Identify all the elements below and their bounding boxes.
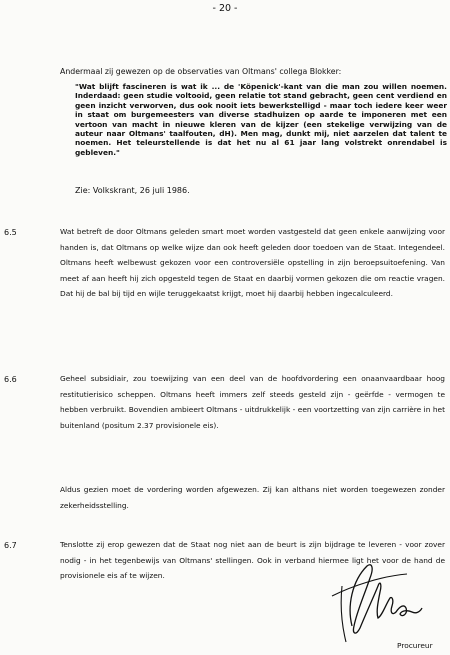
signature-label: Procureur <box>397 641 433 650</box>
section-number: 6.5 <box>4 228 17 237</box>
section-paragraph: Wat betreft de door Oltmans geleden smart moet worden vastgesteld dat geen enkele aanwijzing voor handen is, dat Oltmans op welke wijze dan ook heeft geleden door toedoen van de Staat. Integendeel. Oltmans heeft welbewust gekozen voor een controversiële opstelling in zijn beroepsuitoefening. Van meet af aan heeft hij zich opgesteld tegen de Staat en daarbij vormen gekozen die om reactie vragen. Dat hij de bal bij tijd en wijle teruggekaatst krijgt, moet hij daarbij hebben ingecalculeerd. <box>60 227 445 298</box>
page-number: - 20 - <box>212 3 238 14</box>
handwritten-signature <box>312 556 432 646</box>
section-paragraph: Aldus gezien moet de vordering worden afgewezen. Zij kan althans niet worden toegewezen zonder zekerheidsstelling. <box>60 485 445 510</box>
section-paragraph: Tenslotte zij erop gewezen dat de Staat nog niet aan de beurt is zijn bijdrage te leveren - voor zover nodig - in het tegenbewijs van Oltmans' stellingen. Ook in verband hiermee ligt het voor de hand de provisionele eis af te wijzen. <box>60 540 445 580</box>
section-number: 6.7 <box>4 541 17 550</box>
intro-sentence: Andermaal zij gewezen op de observaties van Oltmans' collega Blokker: <box>60 67 342 76</box>
section-number: 6.6 <box>4 375 17 384</box>
section-paragraph: Geheel subsidiair, zou toewijzing van een deel van de hoofdvordering een onaanvaardbaar hoog restitutierisico scheppen. Oltmans heeft immers zelf steeds gesteld zijn - geërfde - vermogen te hebben verbruikt. Bovendien ambieert Oltmans - uitdrukkelijk - een voortzetting van zijn carrière in het buitenland (positum 2.37 provisionele eis). <box>60 374 445 430</box>
block-quote: "Wat blijft fascineren is wat ik ... de 'Köpenick'-kant van die man zou willen noemen. Inderdaad: geen studie voltooid, geen relatie tot stand gebracht, geen cent verdiend en geen inzicht verworven, dus ook nooit iets bewerkstelligd - maar toch iedere keer weer in staat om burgemeesters van diverse stadhuizen op aarde te imponeren met een vertoon van macht in nieuwe kleren van de kijzer (een stekelige verwijzing van de auteur naar Oltmans' taalfouten, dH). Men mag, dunkt mij, niet aarzelen dat talent te noemen. Het teleurstellende is dat het nu al 61 jaar lang volstrekt onrendabel is gebleven." <box>75 82 447 157</box>
quote-source: Zie: Volkskrant, 26 juli 1986. <box>75 186 190 195</box>
